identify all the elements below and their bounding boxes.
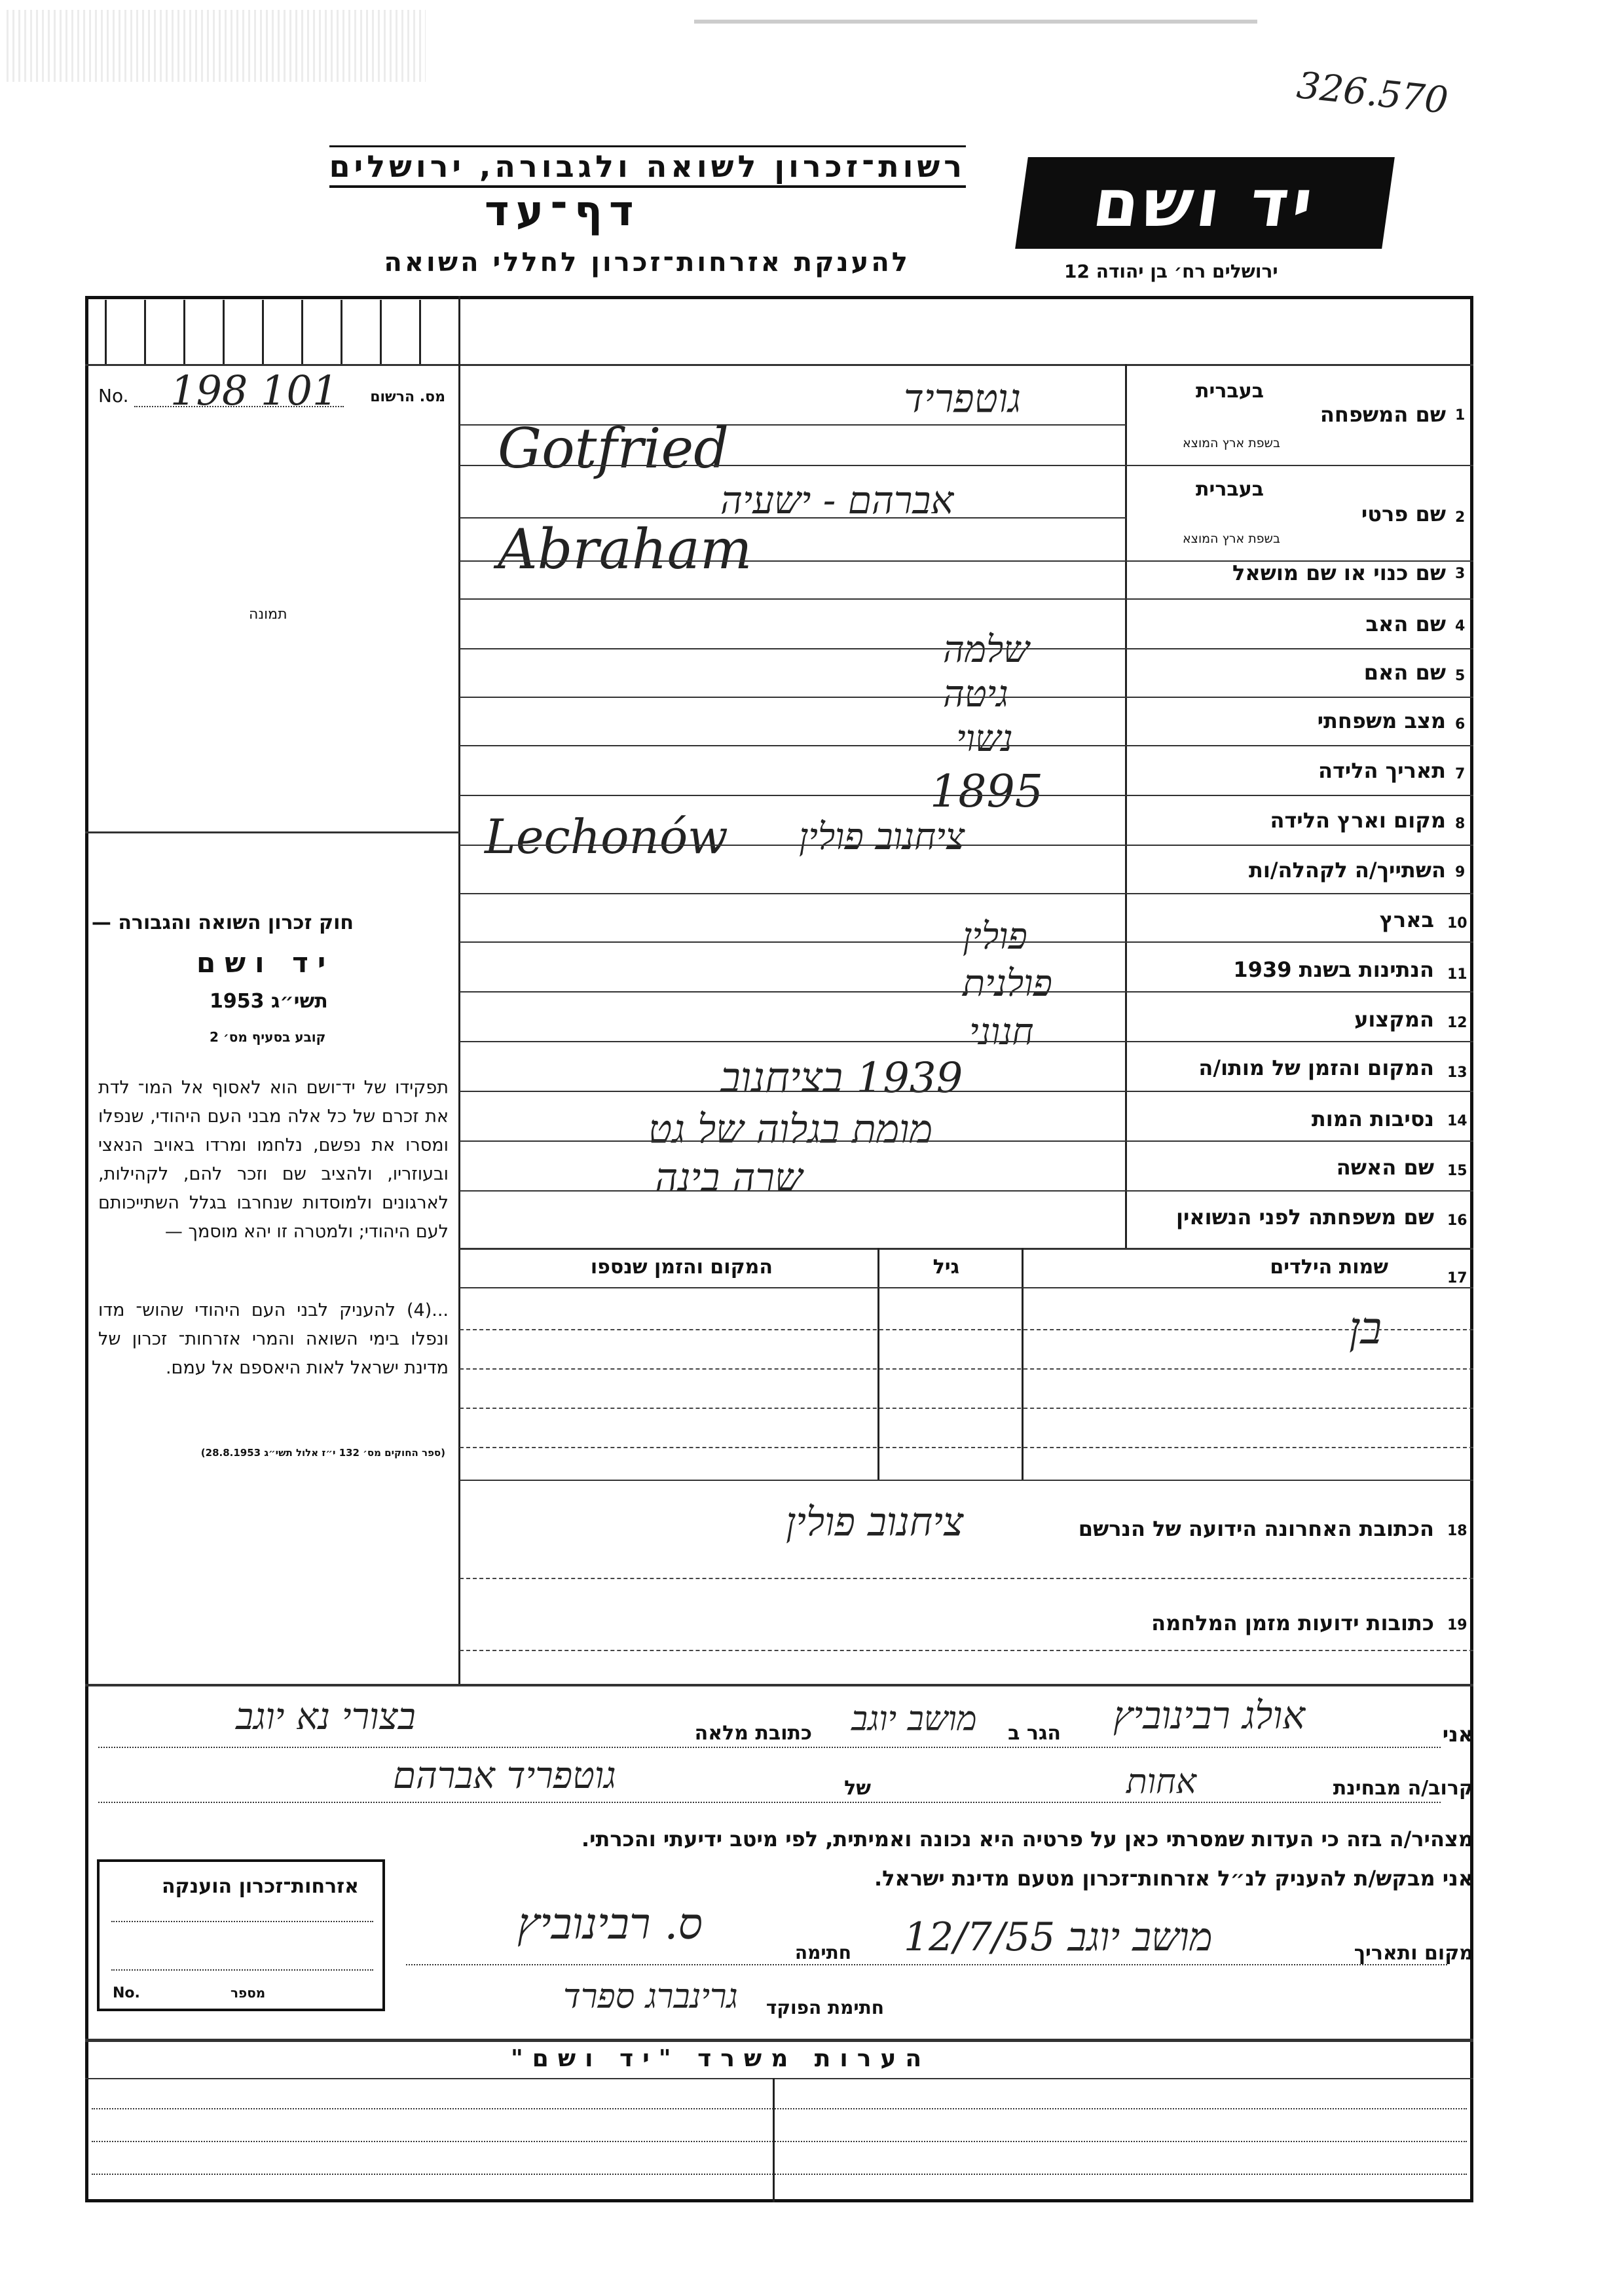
statement-1: מצהיר/ה בזה כי העדות שמסרתי כאן על פרטיה היא נכונה ואמיתית, לפי מיטב ידיעתי והכרתי. [581,1827,1473,1851]
rule [460,1480,1473,1481]
form-title: דף־עד [485,187,640,236]
field-11-number: 11 [1447,966,1467,983]
rule [92,2108,1467,2109]
signature-value: ס. רבינוביץ [517,1899,703,1949]
stamp-box-lines [111,1921,373,1971]
rule [460,697,1473,698]
field-14-value: מומת בגלוה של גט [648,1106,933,1152]
registration-no-label: No. [98,385,129,407]
relation-value: אחות [1126,1762,1196,1802]
logo-address: ירושלים רח׳ בן יהודה 12 [1064,261,1278,282]
rule [460,1650,1473,1651]
resides-value: מושב יוגב [851,1700,977,1739]
statement-2: אני מבקש/ת להעניק לנ״ל אזרחות־זכרון מטעם מדינת ישראל. [874,1866,1473,1891]
field-19-number: 19 [1447,1617,1467,1633]
rule [460,465,1473,466]
top-cells [105,300,458,364]
law-clause: קובע בסעיף מס׳ 2 [210,1029,326,1045]
field-2-label: שם פרטי [1361,501,1446,526]
resides-label: הגר ב [1008,1722,1061,1745]
field-15-number: 15 [1447,1163,1467,1179]
rule [460,795,1473,796]
divider [1022,1248,1024,1480]
field-9-number: 9 [1455,864,1466,881]
rule [460,1140,1473,1142]
registration-value: 198 101 [170,367,339,414]
officer-value: גרינברג ספרד [563,1977,738,2016]
field-6-label: מצב משפחתי [1317,708,1446,733]
rule [460,1368,1473,1370]
field-14-label: נסיבות המות [1311,1106,1434,1131]
law-ref: (ספר החוקים מס׳ 132 י״ז אלול תשי״ג 28.8.1953) [200,1447,445,1459]
rule [460,1578,1473,1579]
rule [460,598,1473,600]
scan-noise [694,20,1257,24]
rule [134,406,344,407]
divider [458,296,460,1684]
field-1-hebrew-value: גוטפריד [904,376,1022,422]
field-8-label: מקום וארץ הלידה [1270,808,1446,833]
rule [460,517,1126,519]
registration-label: מס. הרשום [370,389,445,405]
divider [877,1248,879,1480]
field-15-value: שרה בינה [655,1155,803,1201]
archive-number: 326.570 [1295,64,1450,122]
law-title: חוק זכרון השואה והגבורה — [91,911,354,934]
field-3-number: 3 [1455,566,1466,582]
field-4-number: 4 [1455,618,1466,634]
photo-label: תמונה [249,606,287,623]
stamp-number-label: מספר [231,1985,266,2001]
logo-text: יד ושם [1088,164,1321,242]
rule [460,1041,1473,1042]
field-13-value: 1939 בציחנוב [720,1054,963,1102]
field-5-value: גיטה [943,673,1008,716]
rule [460,893,1473,894]
field-1-number: 1 [1455,407,1466,424]
stamp-box-title: אזרחות־זכרון הוענקה [161,1875,359,1898]
rule [460,1091,1473,1092]
field-12-number: 12 [1447,1015,1467,1031]
children-value: בן [1349,1303,1382,1355]
field-9-label: השתייך/ה לקהלה/ות [1248,858,1446,883]
field-11-value: פולנית [963,962,1052,1005]
officer-label: חתימת הפוקד [766,1997,884,2018]
law-name: יד ושם [196,947,335,979]
field-18-value: ציחנוב פולין [786,1499,964,1545]
field-2-native-tag: בשפת ארץ המוצא [1182,532,1280,546]
field-13-label: המקום והזמן של מותו/ה [1198,1055,1434,1080]
rule [85,1684,1473,1686]
field-6-number: 6 [1455,716,1466,733]
form-subtitle: להענקת אזרחות־זכרון לחללי השואה [384,247,910,278]
field-5-label: שם האם [1363,660,1446,685]
rule [92,2174,1467,2175]
field-1-native-tag: בשפת ארץ המוצא [1182,436,1280,450]
field-8-value: ציחנוב פולין [799,816,965,858]
rule [460,1447,1473,1448]
field-16-label: שם משפחתה לפני הנשואין [1175,1205,1434,1230]
rule [460,1287,1473,1288]
rule [98,1747,1441,1748]
field-1-hebrew-tag: בעברית [1196,380,1264,403]
place-date-value: מושב יוגב 12/7/55 [904,1914,1213,1960]
field-6-value: נשוי [956,718,1013,760]
divider [773,2078,775,2202]
law-year: תשי״ג 1953 [210,990,328,1013]
field-17-number: 17 [1447,1270,1467,1286]
place-date-label: מקום ותאריך [1354,1942,1473,1965]
law-sub: ...(4) להעניק לבני העם היהודי שהוש־ מדו ונפלו בימי השואה והמרי אזרחות־ זכרון של מדינת ישראל לאות היאספם אל עמם. [98,1300,449,1378]
address-label: כתובת מלאה [694,1722,812,1745]
field-7-number: 7 [1455,766,1466,782]
field-4-label: שם האב [1365,611,1446,636]
yad-vashem-logo [1015,157,1395,249]
rule [460,1190,1473,1192]
children-col-place: המקום והזמן שנספו [590,1256,773,1279]
rule [460,648,1473,649]
field-10-value: פולין [963,915,1027,958]
of-value: גוטפריד אברהם [393,1755,616,1797]
rule [406,1964,1447,1965]
rule [85,364,1473,366]
field-1-label: שם המשפחה [1320,402,1446,427]
rule [460,1248,1473,1250]
rule [85,831,460,833]
rule [460,424,1126,426]
rule [460,941,1473,943]
ani-value: אולג רבינוביץ [1113,1693,1306,1738]
children-col-age: גיל [932,1256,959,1279]
field-10-label: בארץ [1379,907,1434,932]
field-2-number: 2 [1455,509,1466,526]
field-4-value: שלמה [943,629,1029,671]
field-16-number: 16 [1447,1212,1467,1229]
field-8-number: 8 [1455,816,1466,832]
rule [460,991,1473,993]
rule [85,2078,1473,2079]
rule [98,1802,1441,1803]
field-15-label: שם האשה [1336,1155,1434,1180]
field-13-number: 13 [1447,1065,1467,1081]
ani-label: אני [1442,1722,1473,1747]
field-18-number: 18 [1447,1523,1467,1539]
of-label: של [844,1777,871,1800]
scan-noise [7,10,426,82]
rule [92,2141,1467,2142]
office-remarks-title: הערות משרד "יד ושם" [511,2045,931,2072]
field-19-label: כתובות ידועות מזמן המלחמה [1151,1611,1434,1635]
rule [85,2039,1473,2042]
rule [460,1408,1473,1409]
field-1-native-value: Gotfried [498,416,729,481]
field-2-hebrew-value: אברהם - ישעיה [720,478,954,522]
field-18-label: הכתובת האחרונה הידועה של הנרשם [1078,1516,1434,1541]
field-3-label: שם כנוי או שם מושאל [1232,560,1446,585]
signature-label: חתימה [794,1942,851,1963]
rule [460,1329,1473,1330]
children-col-names: שמות הילדים [1270,1256,1388,1279]
field-7-value: 1895 [930,766,1044,818]
address-value: בצורי נא יוגב [236,1696,416,1738]
field-8-native-value: Lechonów [485,809,728,864]
relation-label: קרוב/ה מבחינת [1333,1777,1473,1800]
field-5-number: 5 [1455,668,1466,684]
stamp-no-label: No. [113,1985,140,2001]
rule [460,745,1473,746]
law-text: תפקידו של יד־ושם הוא לאסוף אל המו־ לדת את זכרם של כל אלה מבני העם היהודי, שנפלו ומסרו את נפשם, נלחמו ומרדו באויב הנאצי ובעוזריו, ולהציב שם וזכר להם, לקהילות, לארגונים ולמוסדות שנחרבו בגלל השתייכותם לעם היהודי; ולמטרה זו יהא מוסמך — [98,1078,449,1242]
divider [1125,364,1127,1248]
field-11-label: הנתינות בשנת 1939 [1233,957,1434,982]
field-2-hebrew-tag: בעברית [1196,478,1264,501]
field-2-native-value: Abraham [498,517,752,581]
rule [460,845,1473,846]
field-12-label: המקצוע [1354,1007,1434,1032]
field-7-label: תאריך הלידה [1318,758,1446,783]
authority-heading: רשות־זכרון לשואה ולגבורה, ירושלים [329,145,966,188]
citizenship-stamp-box [97,1859,385,2011]
field-12-value: חנוני [969,1011,1034,1053]
field-10-number: 10 [1447,915,1467,932]
field-14-number: 14 [1447,1113,1467,1129]
